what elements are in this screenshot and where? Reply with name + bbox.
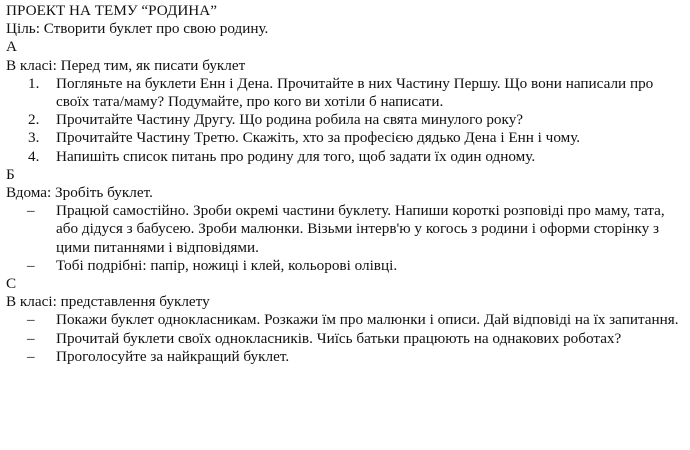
section-c-letter: С — [6, 275, 17, 293]
section-b-letter: Б — [6, 165, 15, 183]
dash-bullet: – — [27, 311, 35, 329]
section-c-list — [6, 311, 684, 366]
list-item — [6, 111, 684, 129]
section-a-list — [6, 75, 684, 166]
list-item-number: 4. — [28, 147, 40, 165]
section-b-list — [6, 202, 684, 275]
list-item-text: Проголосуйте за найкращий буклет. — [56, 347, 290, 365]
document-title: ПРОЕКТ НА ТЕМУ “РОДИНА” — [6, 2, 217, 19]
list-item — [6, 202, 684, 257]
section-b-heading: Вдома: Зробіть буклет. — [6, 184, 153, 202]
section-a-letter: А — [6, 38, 17, 56]
list-item — [6, 311, 684, 329]
dash-bullet: – — [27, 256, 35, 274]
goal-line: Ціль: Створити буклет про свою родину. — [6, 20, 269, 38]
list-item — [6, 75, 656, 111]
section-c-heading: В класі: представлення буклету — [6, 293, 210, 311]
list-item-text: Тобі подрібні: папір, ножиці і клей, кольорові олівці. — [56, 256, 398, 274]
list-item-number: 3. — [28, 129, 40, 147]
list-item-number: 2. — [28, 111, 40, 129]
list-item-text: Покажи буклет однокласникам. Розкажи їм про малюнки і описи. Дай відповіді на їх запитання. — [56, 311, 679, 329]
list-item-text: Погляньте на буклети Енн і Дена. Прочитайте в них Частину Першу. Що вони написали про своїх тата/маму? Подумайте, про кого ви хотіли б написати. — [56, 74, 654, 111]
list-item-text: Прочитайте Частину Другу. Що родина робила на свята минулого року? — [56, 111, 524, 129]
list-item — [6, 257, 684, 275]
list-item — [6, 129, 684, 147]
list-item — [6, 148, 684, 166]
list-item-text: Напишіть список питань про родину для того, щоб задати їх один одному. — [56, 147, 536, 165]
list-item-number: 1. — [28, 74, 40, 92]
list-item-text: Працюй самостійно. Зроби окремі частини буклету. Напиши короткі розповіді про маму, тата, або дідуся з бабусею. Зроби малюнки. Візьми інтерв'ю у когось з родини і оформи сторінку з цими питаннями і відповідями. — [56, 202, 665, 256]
dash-bullet: – — [27, 329, 35, 347]
list-item-text: Прочитайте Частину Третю. Скажіть, хто за професією дядько Дена і Енн і чому. — [56, 129, 581, 147]
list-item-text: Прочитай буклети своїх однокласників. Чиїсь батьки працюють на однакових роботах? — [56, 329, 622, 347]
dash-bullet: – — [27, 202, 35, 220]
section-a-heading: В класі: Перед тим, як писати буклет — [6, 56, 246, 74]
list-item — [6, 348, 684, 366]
list-item — [6, 330, 658, 348]
dash-bullet: – — [27, 347, 35, 365]
